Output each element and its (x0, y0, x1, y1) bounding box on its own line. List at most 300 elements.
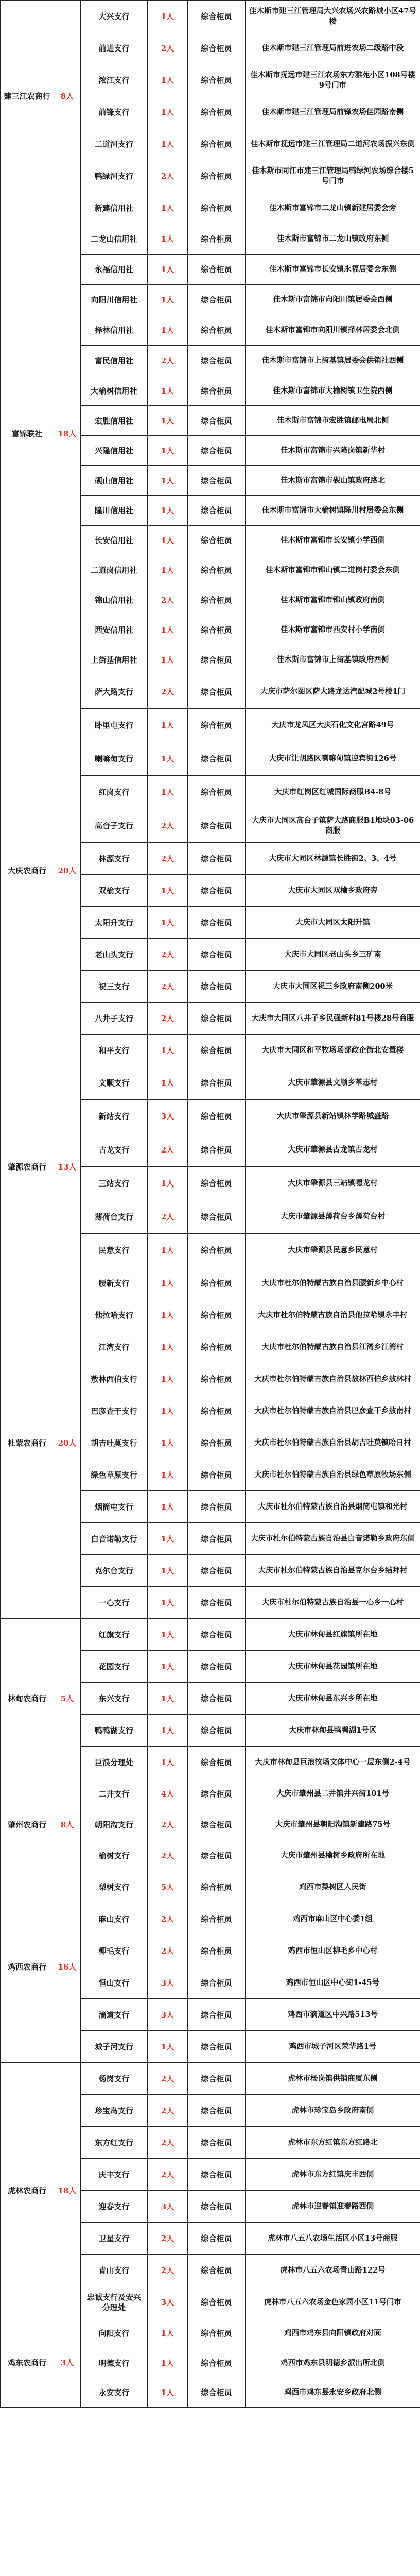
address-cell: 佳木斯市建三江管理局前进农场二级路中段 (246, 32, 420, 64)
count-cell: 3人 (148, 1999, 188, 2031)
position-type-cell: 综合柜员 (188, 1967, 246, 1999)
branch-cell: 鸭绿河支行 (81, 160, 148, 192)
address-cell: 大庆市大同区八井子乡民强新村81号楼28号商服 (246, 1003, 420, 1035)
address-cell: 佳木斯市富锦市锦山镇政府南侧 (246, 585, 420, 615)
address-cell: 大庆市大同区林源镇长胜街2、3、4号 (246, 843, 420, 875)
position-type-cell: 综合柜员 (188, 1100, 246, 1133)
branch-cell: 前进支行 (81, 32, 148, 64)
position-type-cell: 综合柜员 (188, 406, 246, 436)
count-cell: 1人 (148, 2378, 188, 2408)
count-cell: 3人 (148, 1100, 188, 1133)
count-cell: 1人 (148, 1651, 188, 1683)
branch-cell: 东兴支行 (81, 1683, 148, 1715)
branch-cell: 长安信用社 (81, 526, 148, 555)
group-name-cell: 建三江农商行 (1, 1, 54, 192)
position-type-cell: 综合柜员 (188, 128, 246, 160)
position-type-cell: 综合柜员 (188, 2063, 246, 2095)
address-cell: 大庆市杜尔伯特蒙古族自治县克尔台乡结拜村 (246, 1555, 420, 1587)
position-type-cell: 综合柜员 (188, 2255, 246, 2286)
branch-cell: 东方红支行 (81, 2127, 148, 2159)
address-cell: 大庆市肇州县榆树乡政府所在地 (246, 1840, 420, 1871)
branch-cell: 喇嘛甸支行 (81, 742, 148, 776)
count-cell: 1人 (148, 1683, 188, 1715)
branch-cell: 双榆支行 (81, 875, 148, 907)
address-cell: 佳木斯市富锦市大榆树镇隆川村居委会东侧 (246, 496, 420, 526)
group-total-cell: 8人 (54, 1, 81, 192)
count-cell: 3人 (148, 1967, 188, 1999)
position-type-cell: 综合柜员 (188, 346, 246, 376)
branch-cell: 一心支行 (81, 1587, 148, 1619)
address-cell: 鸡西市鸡东县向阳镇政府对面 (246, 2318, 420, 2348)
branch-cell: 白音诺勒支行 (81, 1523, 148, 1555)
position-type-cell: 综合柜员 (188, 1331, 246, 1363)
position-type-cell: 综合柜员 (188, 1234, 246, 1267)
table-row (1, 192, 420, 224)
count-cell: 1人 (148, 1587, 188, 1619)
table-row (1, 1619, 420, 1651)
branch-cell: 兴隆信用社 (81, 436, 148, 466)
table-row (1, 1778, 420, 1809)
position-type-cell: 综合柜员 (188, 1066, 246, 1100)
branch-cell: 梨树支行 (81, 1871, 148, 1903)
count-cell: 1人 (148, 645, 188, 675)
branch-cell: 柳毛支行 (81, 1935, 148, 1967)
count-cell: 3人 (148, 2191, 188, 2223)
count-cell: 2人 (148, 2063, 188, 2095)
position-type-cell: 综合柜员 (188, 436, 246, 466)
address-cell: 大庆市大同区太阳升镇 (246, 907, 420, 939)
branch-cell: 富民信用社 (81, 346, 148, 376)
address-cell: 大庆市肇源县薄荷台乡薄荷台村 (246, 1200, 420, 1234)
count-cell: 1人 (148, 615, 188, 645)
count-cell: 1人 (148, 555, 188, 585)
branch-cell: 砚山信用社 (81, 466, 148, 496)
count-cell: 1人 (148, 1555, 188, 1587)
table-row (1, 1, 420, 32)
branch-cell: 三站支行 (81, 1167, 148, 1200)
address-cell: 大庆市大同区高台子镇萨大路商服B1地块03-06商服 (246, 809, 420, 843)
position-type-cell: 综合柜员 (188, 1267, 246, 1299)
count-cell: 1人 (148, 2348, 188, 2378)
position-type-cell: 综合柜员 (188, 1715, 246, 1747)
position-type-cell: 综合柜员 (188, 1935, 246, 1967)
address-cell: 大庆市林甸县巨浪牧场文体中心一层东侧2-4号 (246, 1747, 420, 1778)
branch-cell: 迎春支行 (81, 2191, 148, 2223)
group-total-cell: 3人 (54, 2318, 81, 2408)
table-row (1, 1066, 420, 1100)
branch-cell: 上街基信用社 (81, 645, 148, 675)
address-cell: 佳木斯市富锦市上街基镇政府西侧 (246, 645, 420, 675)
position-type-cell: 综合柜员 (188, 1299, 246, 1331)
address-cell: 佳木斯市富锦市上街基镇居委会供销社西侧 (246, 346, 420, 376)
branch-cell: 二道岗信用社 (81, 555, 148, 585)
position-type-cell: 综合柜员 (188, 1133, 246, 1167)
position-type-cell: 综合柜员 (188, 1427, 246, 1459)
count-cell: 2人 (148, 843, 188, 875)
position-type-cell: 综合柜员 (188, 1491, 246, 1523)
address-cell: 大庆市萨尔图区萨大路龙达汽配城2号楼1门 (246, 675, 420, 709)
group-name-cell: 鸡西农商行 (1, 1871, 54, 2063)
branch-cell: 宏胜信用社 (81, 406, 148, 436)
count-cell: 1人 (148, 406, 188, 436)
table-row (1, 2063, 420, 2095)
branch-cell: 青山支行 (81, 2255, 148, 2286)
position-type-cell: 综合柜员 (188, 1555, 246, 1587)
address-cell: 佳木斯市抚远市建三江农场东方雅苑小区108号楼9号门市 (246, 64, 420, 96)
count-cell: 1人 (148, 1, 188, 32)
count-cell: 1人 (148, 1234, 188, 1267)
branch-cell: 绿色草原支行 (81, 1459, 148, 1491)
address-cell: 大庆市杜尔伯特蒙古族自治县他拉哈镇永丰村 (246, 1299, 420, 1331)
branch-cell: 太阳升支行 (81, 907, 148, 939)
position-type-cell: 综合柜员 (188, 1, 246, 32)
position-type-cell: 综合柜员 (188, 2159, 246, 2191)
count-cell: 1人 (148, 875, 188, 907)
position-type-cell: 综合柜员 (188, 742, 246, 776)
address-cell: 鸡西市鸡东县明德乡派出所北侧 (246, 2348, 420, 2378)
position-type-cell: 综合柜员 (188, 1871, 246, 1903)
group-total-cell: 18人 (54, 2063, 81, 2318)
group-name-cell: 杜蒙农商行 (1, 1267, 54, 1619)
count-cell: 1人 (148, 526, 188, 555)
address-cell: 大庆市杜尔伯特蒙古族自治县绿色草原牧场东侧 (246, 1459, 420, 1491)
position-type-cell: 综合柜员 (188, 2095, 246, 2127)
address-cell: 佳木斯市富锦市西安村小学南侧 (246, 615, 420, 645)
address-cell: 大庆市林甸县东兴乡所在地 (246, 1683, 420, 1715)
count-cell: 2人 (148, 809, 188, 843)
branch-cell: 新建信用社 (81, 192, 148, 224)
position-type-cell: 综合柜员 (188, 776, 246, 809)
branch-cell: 巴彦查干支行 (81, 1395, 148, 1427)
count-cell: 2人 (148, 2095, 188, 2127)
branch-cell: 珍宝岛支行 (81, 2095, 148, 2127)
position-type-cell: 综合柜员 (188, 285, 246, 315)
branch-cell: 向阳川信用社 (81, 285, 148, 315)
branch-cell: 烟筒屯支行 (81, 1491, 148, 1523)
position-type-cell: 综合柜员 (188, 2223, 246, 2255)
count-cell: 1人 (148, 1747, 188, 1778)
address-cell: 虎林市东方红镇庆丰西侧 (246, 2159, 420, 2191)
count-cell: 1人 (148, 255, 188, 285)
address-cell: 佳木斯市富锦市兴隆岗镇新华村 (246, 436, 420, 466)
position-type-cell: 综合柜员 (188, 2127, 246, 2159)
position-type-cell: 综合柜员 (188, 1651, 246, 1683)
count-cell: 2人 (148, 2223, 188, 2255)
count-cell: 1人 (148, 466, 188, 496)
count-cell: 2人 (148, 1003, 188, 1035)
address-cell: 虎林市迎春镇迎春路西侧 (246, 2191, 420, 2223)
group-name-cell: 大庆农商行 (1, 675, 54, 1066)
count-cell: 1人 (148, 1363, 188, 1395)
count-cell: 2人 (148, 971, 188, 1003)
position-type-cell: 综合柜员 (188, 585, 246, 615)
count-cell: 2人 (148, 2159, 188, 2191)
address-cell: 佳木斯市富锦市二龙山镇新建居委会旁 (246, 192, 420, 224)
branch-cell: 二道河支行 (81, 128, 148, 160)
position-type-cell: 综合柜员 (188, 376, 246, 406)
branch-cell: 克尔台支行 (81, 1555, 148, 1587)
count-cell: 1人 (148, 1427, 188, 1459)
address-cell: 鸡西市城子河区荣华路1号 (246, 2031, 420, 2063)
position-type-cell: 综合柜员 (188, 1523, 246, 1555)
address-cell: 虎林市杨岗镇供销商厦东侧 (246, 2063, 420, 2095)
address-cell: 大庆市大同区祝三乡政府南侧200米 (246, 971, 420, 1003)
branch-cell: 腰新支行 (81, 1267, 148, 1299)
address-cell: 佳木斯市建三江管理局大兴农场兴农路城小区47号楼 (246, 1, 420, 32)
table-row (1, 1267, 420, 1299)
branch-cell: 朝阳沟支行 (81, 1809, 148, 1840)
group-name-cell: 林甸农商行 (1, 1619, 54, 1778)
address-cell: 大庆市林甸县鸭鸭湖1号区 (246, 1715, 420, 1747)
branch-cell: 择林信用社 (81, 315, 148, 346)
branch-cell: 榆树支行 (81, 1840, 148, 1871)
position-type-cell: 综合柜员 (188, 1459, 246, 1491)
table-row (1, 2318, 420, 2348)
count-cell: 1人 (148, 1491, 188, 1523)
branch-cell: 隆川信用社 (81, 496, 148, 526)
count-cell: 1人 (148, 436, 188, 466)
position-type-cell: 综合柜员 (188, 843, 246, 875)
count-cell: 1人 (148, 709, 188, 742)
position-type-cell: 综合柜员 (188, 907, 246, 939)
position-type-cell: 综合柜员 (188, 1619, 246, 1651)
count-cell: 1人 (148, 776, 188, 809)
branch-cell: 红旗支行 (81, 1619, 148, 1651)
count-cell: 1人 (148, 1715, 188, 1747)
count-cell: 1人 (148, 1459, 188, 1491)
address-cell: 大庆市杜尔伯特蒙古族自治县敖林西伯乡敖林村 (246, 1363, 420, 1395)
address-cell: 佳木斯市富锦市二龙山镇政府东侧 (246, 224, 420, 255)
count-cell: 1人 (148, 496, 188, 526)
position-type-cell: 综合柜员 (188, 192, 246, 224)
group-total-cell: 16人 (54, 1871, 81, 2063)
position-type-cell: 综合柜员 (188, 939, 246, 971)
address-cell: 虎林市八五六农场青山路122号 (246, 2255, 420, 2286)
table-body (1, 1, 420, 2408)
count-cell: 2人 (148, 2127, 188, 2159)
address-cell: 大庆市杜尔伯特蒙古族自治县江湾乡江湾村 (246, 1331, 420, 1363)
count-cell: 1人 (148, 1267, 188, 1299)
count-cell: 2人 (148, 1903, 188, 1935)
branch-cell: 二井支行 (81, 1778, 148, 1809)
position-type-cell: 综合柜员 (188, 1003, 246, 1035)
branch-cell: 林源支行 (81, 843, 148, 875)
group-name-cell: 肇源农商行 (1, 1066, 54, 1267)
branch-cell: 民意支行 (81, 1234, 148, 1267)
count-cell: 1人 (148, 376, 188, 406)
branch-cell: 永安支行 (81, 2378, 148, 2408)
branch-cell: 西安信用社 (81, 615, 148, 645)
position-type-cell: 综合柜员 (188, 32, 246, 64)
count-cell: 1人 (148, 1299, 188, 1331)
position-type-cell: 综合柜员 (188, 466, 246, 496)
address-cell: 大庆市龙凤区大庆石化文化宫路49号 (246, 709, 420, 742)
branch-cell: 巨浪分理处 (81, 1747, 148, 1778)
count-cell: 2人 (148, 1840, 188, 1871)
count-cell: 4人 (148, 1778, 188, 1809)
position-type-cell: 综合柜员 (188, 1778, 246, 1809)
branch-cell: 红岗支行 (81, 776, 148, 809)
count-cell: 5人 (148, 1871, 188, 1903)
address-cell: 虎林市八五六农场金色家园小区11号门市 (246, 2286, 420, 2318)
address-cell: 鸡西市恒山区柳毛乡中心村 (246, 1935, 420, 1967)
address-cell: 虎林市东方红镇东方红路北 (246, 2127, 420, 2159)
position-type-cell: 综合柜员 (188, 496, 246, 526)
count-cell: 1人 (148, 2031, 188, 2063)
group-name-cell: 鸡东农商行 (1, 2318, 54, 2408)
address-cell: 佳木斯市富锦市向阳川镇居委会西侧 (246, 285, 420, 315)
branch-cell: 卫星支行 (81, 2223, 148, 2255)
table-row (1, 1871, 420, 1903)
branch-cell: 卧里屯支行 (81, 709, 148, 742)
position-type-cell: 综合柜员 (188, 2348, 246, 2378)
address-cell: 大庆市肇源县民意乡民意村 (246, 1234, 420, 1267)
position-type-cell: 综合柜员 (188, 645, 246, 675)
group-name-cell: 富锦联社 (1, 192, 54, 675)
address-cell: 大庆市肇州县二井镇井兴街101号 (246, 1778, 420, 1809)
position-type-cell: 综合柜员 (188, 255, 246, 285)
group-total-cell: 13人 (54, 1066, 81, 1267)
count-cell: 2人 (148, 2255, 188, 2286)
address-cell: 大庆市杜尔伯特蒙古族自治县巴彦查干乡敖南村 (246, 1395, 420, 1427)
position-type-cell: 综合柜员 (188, 96, 246, 128)
count-cell: 1人 (148, 128, 188, 160)
address-cell: 佳木斯市富锦市砚山镇政府路北 (246, 466, 420, 496)
group-total-cell: 18人 (54, 192, 81, 675)
address-cell: 佳木斯市富锦市锦山镇二道岗村委会东侧 (246, 555, 420, 585)
address-cell: 大庆市红岗区红城国际商服B4-8号 (246, 776, 420, 809)
address-cell: 佳木斯市建三江管理局前锋农场佳园路南侧 (246, 96, 420, 128)
address-cell: 鸡西市恒山区中心街1-45号 (246, 1967, 420, 1999)
address-cell: 大庆市大同区和平牧场场部政企街北安置楼 (246, 1035, 420, 1066)
group-total-cell: 20人 (54, 1267, 81, 1619)
address-cell: 大庆市让胡路区喇嘛甸镇迎宾街126号 (246, 742, 420, 776)
address-cell: 大庆市杜尔伯特蒙古族自治县腰新乡中心村 (246, 1267, 420, 1299)
address-cell: 鸡西市麻山区中心委1组 (246, 1903, 420, 1935)
table-row (1, 675, 420, 709)
count-cell: 2人 (148, 346, 188, 376)
address-cell: 鸡西市滴道区中兴路513号 (246, 1999, 420, 2031)
count-cell: 1人 (148, 1395, 188, 1427)
count-cell: 1人 (148, 907, 188, 939)
address-cell: 大庆市肇源县古龙镇古龙村 (246, 1133, 420, 1167)
position-type-cell: 综合柜员 (188, 615, 246, 645)
position-type-cell: 综合柜员 (188, 675, 246, 709)
count-cell: 1人 (148, 1167, 188, 1200)
branch-cell: 他拉哈支行 (81, 1299, 148, 1331)
branch-cell: 鸭鸭湖支行 (81, 1715, 148, 1747)
branch-cell: 城子河支行 (81, 2031, 148, 2063)
branch-cell: 恒山支行 (81, 1967, 148, 1999)
count-cell: 2人 (148, 585, 188, 615)
position-type-cell: 综合柜员 (188, 2031, 246, 2063)
address-cell: 大庆市林甸县红旗镇所在地 (246, 1619, 420, 1651)
group-total-cell: 5人 (54, 1619, 81, 1778)
address-cell: 大庆市大同区双榆乡政府旁 (246, 875, 420, 907)
position-type-cell: 综合柜员 (188, 2286, 246, 2318)
address-cell: 佳木斯市富锦市宏胜镇邮电局北侧 (246, 406, 420, 436)
position-type-cell: 综合柜员 (188, 2318, 246, 2348)
count-cell: 2人 (148, 1200, 188, 1234)
branch-cell: 庆丰支行 (81, 2159, 148, 2191)
branch-cell: 高台子支行 (81, 809, 148, 843)
branch-cell: 麻山支行 (81, 1903, 148, 1935)
address-cell: 大庆市杜尔伯特蒙古族自治县烟筒屯镇和光村 (246, 1491, 420, 1523)
count-cell: 1人 (148, 64, 188, 96)
branch-cell: 向阳支行 (81, 2318, 148, 2348)
count-cell: 2人 (148, 1935, 188, 1967)
branch-cell: 前锋支行 (81, 96, 148, 128)
branch-cell: 锦山信用社 (81, 585, 148, 615)
position-type-cell: 综合柜员 (188, 875, 246, 907)
branch-cell: 薄荷台支行 (81, 1200, 148, 1234)
position-type-cell: 综合柜员 (188, 971, 246, 1003)
address-cell: 大庆市林甸县花园镇所在地 (246, 1651, 420, 1683)
address-cell: 大庆市肇源县文顺乡革志村 (246, 1066, 420, 1100)
branch-cell: 和平支行 (81, 1035, 148, 1066)
branch-cell: 萨大路支行 (81, 675, 148, 709)
position-type-cell: 综合柜员 (188, 809, 246, 843)
position-type-cell: 综合柜员 (188, 1683, 246, 1715)
position-type-cell: 综合柜员 (188, 1587, 246, 1619)
position-type-cell: 综合柜员 (188, 160, 246, 192)
branch-cell: 胡吉吐莫支行 (81, 1427, 148, 1459)
count-cell: 3人 (148, 2286, 188, 2318)
branch-cell: 文顺支行 (81, 1066, 148, 1100)
count-cell: 2人 (148, 675, 188, 709)
branch-cell: 新站支行 (81, 1100, 148, 1133)
count-cell: 2人 (148, 939, 188, 971)
count-cell: 1人 (148, 2318, 188, 2348)
address-cell: 大庆市肇源县新站镇林学路城盛路 (246, 1100, 420, 1133)
branch-cell: 二龙山信用社 (81, 224, 148, 255)
branch-cell: 古龙支行 (81, 1133, 148, 1167)
address-cell: 佳木斯市富锦市大榆树镇卫生院西侧 (246, 376, 420, 406)
group-name-cell: 虎林农商行 (1, 2063, 54, 2318)
count-cell: 1人 (148, 224, 188, 255)
branch-cell: 浓江支行 (81, 64, 148, 96)
branch-cell: 明德支行 (81, 2348, 148, 2378)
branch-cell: 永福信用社 (81, 255, 148, 285)
count-cell: 1人 (148, 1619, 188, 1651)
branch-cell: 大榆树信用社 (81, 376, 148, 406)
position-type-cell: 综合柜员 (188, 709, 246, 742)
position-type-cell: 综合柜员 (188, 1747, 246, 1778)
address-cell: 大庆市大同区老山头乡三矿南 (246, 939, 420, 971)
count-cell: 1人 (148, 1035, 188, 1066)
position-type-cell: 综合柜员 (188, 1035, 246, 1066)
address-cell: 佳木斯市同江市建三江管理局鸭绿河农场综合楼5号门市 (246, 160, 420, 192)
group-total-cell: 20人 (54, 675, 81, 1066)
address-cell: 虎林市珍宝岛乡政府南侧 (246, 2095, 420, 2127)
count-cell: 1人 (148, 1066, 188, 1100)
branch-cell: 大兴支行 (81, 1, 148, 32)
count-cell: 2人 (148, 1809, 188, 1840)
branch-cell: 江湾支行 (81, 1331, 148, 1363)
address-cell: 鸡西市鸡东县永安乡政府北侧 (246, 2378, 420, 2408)
count-cell: 2人 (148, 160, 188, 192)
position-type-cell: 综合柜员 (188, 64, 246, 96)
position-type-cell: 综合柜员 (188, 526, 246, 555)
branch-cell: 老山头支行 (81, 939, 148, 971)
address-cell: 佳木斯市抚远市建三江管理局二道河农场振兴东侧 (246, 128, 420, 160)
count-cell: 1人 (148, 96, 188, 128)
branch-cell: 忠诚支行及安兴分理处 (81, 2286, 148, 2318)
count-cell: 1人 (148, 1331, 188, 1363)
address-cell: 大庆市肇州县朝阳沟镇新建路75号 (246, 1809, 420, 1840)
address-cell: 虎林市八五八农场生活区小区13号商服 (246, 2223, 420, 2255)
address-cell: 大庆市肇源县三站镇嘿龙村 (246, 1167, 420, 1200)
